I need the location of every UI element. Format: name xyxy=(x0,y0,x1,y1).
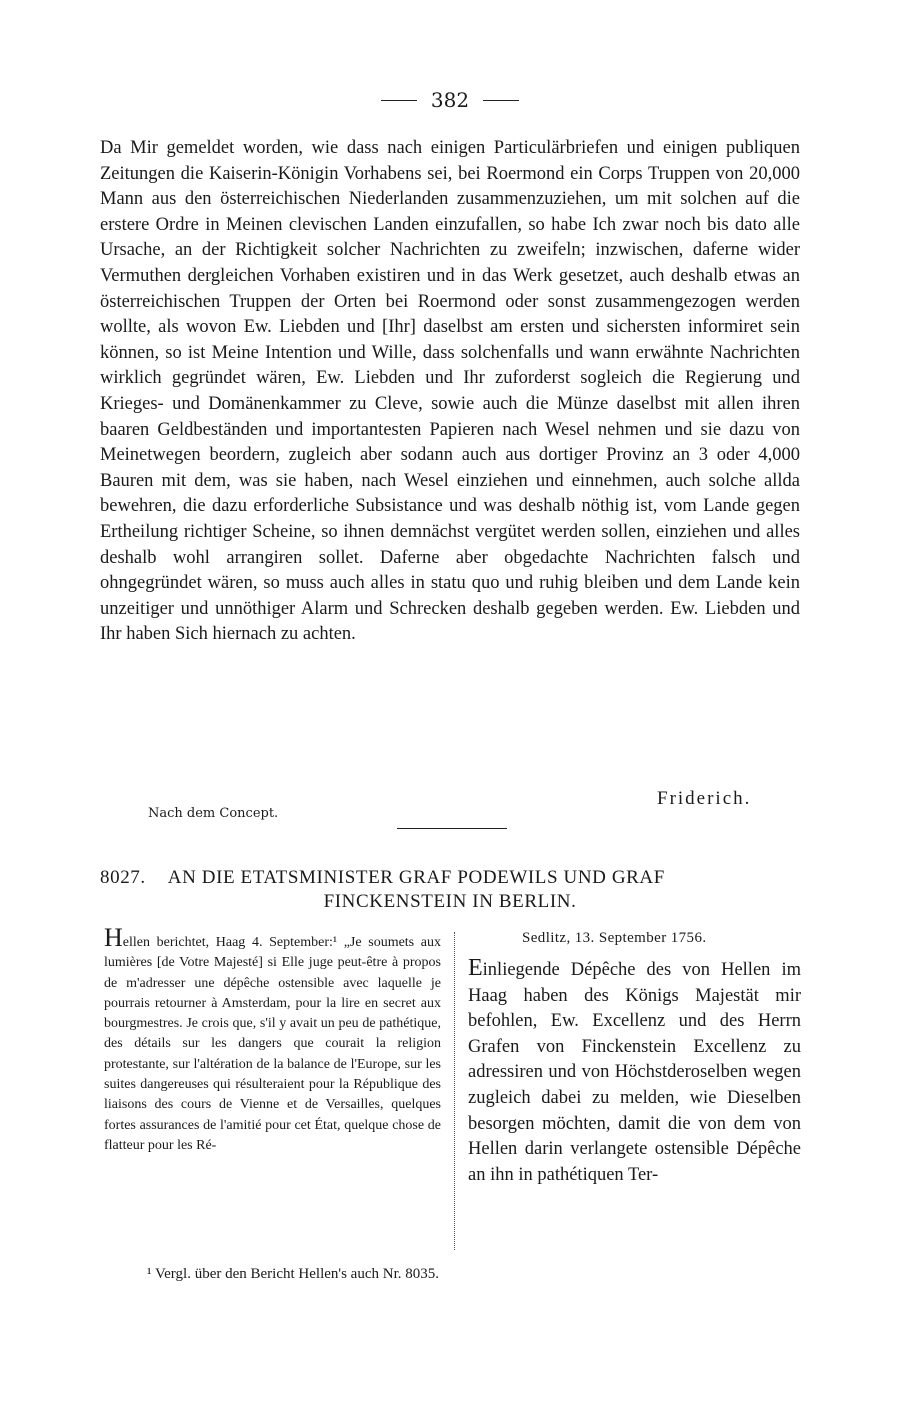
section-divider xyxy=(397,828,507,829)
right-column-text-block xyxy=(468,956,801,1188)
right-dropcap: E xyxy=(468,955,483,981)
column-divider xyxy=(454,932,455,1250)
letter-paragraph: Da Mir gemeldet worden, wie dass nach einigen Particulärbriefen und einigen publiquen Zeitungen die Kaiserin-Königin Vorhabens sei, bei Roermond ein Corps Truppen von 20,000 Mann aus den österreichischen Niederlanden zusammenzuziehen, um mit solchen auf die erstere Ordre in Meinen clevischen Landen einzufallen, so habe Ich zwar noch bis dato alle Ursache, an der Richtigkeit solcher Nachrichten zu zweifeln; inzwischen, daferne wider Vermuthen dergleichen Vorhaben existiren und in das Werk gesetzet, auch deshalb etwas an österreichischen Truppen der Orten bei Roermond oder sonst zusammengezogen werden wollte, als wovon Ew. Liebden und [Ihr] daselbst am ersten und sichersten informiret sein können, so ist Meine Intention und Wille, dass solchenfalls und wann erwähnte Nachrichten wirklich gegründet wären, Ew. Liebden und Ihr zuforderst sogleich die Regierung und Krieges- und Domänenkammer zu Cleve, sowie auch die Münze daselbst mit allen ihren baaren Geldbeständen und importantesten Papieren nach Wesel nehmen und sie dazu von Meinetwegen beordern, zugleich aber sodann auch aus dortiger Provinz an 3 oder 4,000 Bauren mit dem, was sie haben, nach Wesel einziehen und einnehmen, auch solche allda bewehren, die dazu erforderliche Subsistance und was deshalb nöthig ist, vom Lande gegen Ertheilung richtiger Scheine, so ihnen demnächst vergütet werden sollen, einziehen und alles deshalb wohl arrangiren sollet. Daferne aber obgedachte Nachrichten falsch und ohngegründet wären, so muss auch alles in statu quo und ruhig bleiben und dem Lande kein unzeitiger und unnöthiger Alarm und Schrecken deshalb gegeben werden. Ew. Liebden und Ihr haben Sich hiernach zu achten. xyxy=(100,138,800,645)
page-header xyxy=(0,88,900,112)
left-dropcap: H xyxy=(104,923,123,952)
header-dash-left xyxy=(381,100,417,101)
left-column-text: ellen berichtet, Haag 4. September:¹ „Je soumets aux lumières [de Votre Majesté] si Elle juge peut-être à propos de m'adresser une dépêche ostensible avec laquelle je pourrais retourner à Amsterdam, pour la lire en secret aux bourgmestres. Je crois que, s'il y avait un peu de pathétique, des détails sur les dangers que courait la religion protestante, sur l'altération de la balance de l'Europe, sur les suites dangereuses qui résulteraient pour la République des liaisons des cours de Vienne et de Versailles, quelques fortes assurances de l'amitié pour cet État, quelque chose de flatteur pour les Ré- xyxy=(104,935,441,1153)
letter-body xyxy=(100,136,800,648)
heading-title-line-1: AN DIE ETATSMINISTER GRAF PODEWILS UND GRAF xyxy=(167,867,665,888)
place-date-line: Sedlitz, 13. September 1756. xyxy=(522,930,707,946)
page-number: 382 xyxy=(430,88,470,112)
source-note: Nach dem Concept. xyxy=(148,806,279,821)
header-dash-right xyxy=(483,100,519,101)
document-number: 8027. xyxy=(100,867,146,888)
left-column-note xyxy=(104,923,441,1156)
right-column-text: inliegende Dépêche des von Hellen im Haag haben des Königs Majestät mir befohlen, Ew. Excellenz und des Herrn Grafen von Finckenstein Excellenz zu adressiren und von Höchstderoselben wegen zugleich dabei zu melden, wie Dieselben besorgen möchten, damit die von dem von Hellen darin verlangete ostensible Dépêche an ihn in pathétiquen Ter- xyxy=(468,960,801,1185)
heading-title-line-2: FINCKENSTEIN IN BERLIN. xyxy=(323,891,577,912)
signature: Friderich. xyxy=(657,788,752,809)
heading-line-1 xyxy=(100,866,800,890)
document-heading xyxy=(100,866,800,914)
footnote: ¹ Vergl. über den Bericht Hellen's auch Nr. 8035. xyxy=(147,1266,439,1282)
